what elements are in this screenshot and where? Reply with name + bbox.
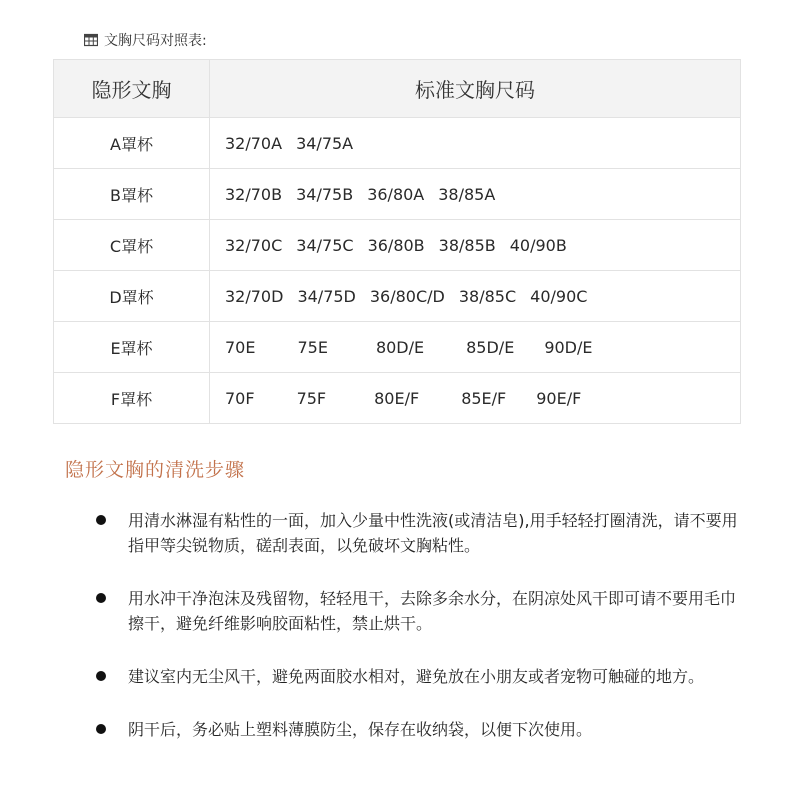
table-row (54, 373, 741, 424)
table-row (54, 118, 741, 169)
table-row (54, 271, 741, 322)
standard-sizes-cell (210, 322, 741, 373)
table-header-row (54, 60, 741, 118)
size-value: 34/75C (296, 235, 354, 255)
standard-sizes-cell (210, 373, 741, 424)
size-value: 90E/F (536, 388, 582, 408)
step-text: 建议室内无尘风干，避免两面胶水相对，避免放在小朋友或者宠物可触碰的地方。 (128, 667, 705, 686)
cup-size-cell: A罩杯 (54, 118, 210, 169)
size-value: 70F (225, 388, 255, 408)
step-item (96, 717, 746, 742)
size-value: 90D/E (544, 337, 593, 357)
header-standard-size: 标准文胸尺码 (210, 60, 741, 118)
bullet-icon (96, 724, 106, 734)
table-caption (84, 29, 207, 51)
washing-steps-list (96, 508, 746, 770)
cup-size-cell: B罩杯 (54, 169, 210, 220)
size-value: 32/70C (225, 235, 283, 255)
size-value: 70E (225, 337, 256, 357)
step-text: 用水冲干净泡沫及残留物，轻轻甩干，去除多余水分，在阴凉处风干即可请不要用毛巾擦干，避免纤维影响胶面粘性，禁止烘干。 (128, 589, 737, 633)
size-value: 85D/E (466, 337, 515, 357)
step-item (96, 586, 746, 636)
size-value: 80D/E (375, 337, 425, 357)
table-row (54, 169, 741, 220)
size-value: 80E/F (374, 388, 420, 408)
step-item (96, 508, 746, 558)
bullet-icon (96, 671, 106, 681)
size-value: 32/70A (225, 133, 283, 153)
size-value: 40/90C (530, 286, 588, 306)
size-value: 36/80B (367, 235, 425, 255)
size-value: 34/75B (296, 184, 354, 204)
size-value: 34/75D (297, 286, 356, 306)
standard-sizes-cell (210, 169, 741, 220)
bullet-icon (96, 515, 106, 525)
cup-size-cell: E罩杯 (54, 322, 210, 373)
size-value: 85E/F (461, 388, 507, 408)
size-value: 36/80C/D (369, 286, 445, 306)
step-item (96, 664, 746, 689)
standard-sizes-cell (210, 271, 741, 322)
size-value: 38/85B (438, 235, 496, 255)
step-text: 阴干后，务必贴上塑料薄膜防尘，保存在收纳袋，以便下次使用。 (128, 720, 593, 739)
standard-sizes-cell (210, 118, 741, 169)
size-value: 32/70B (225, 184, 283, 204)
table-row (54, 322, 741, 373)
standard-sizes-cell (210, 220, 741, 271)
cup-size-cell: F罩杯 (54, 373, 210, 424)
size-value: 75F (296, 388, 327, 408)
section-title: 隐形文胸的清洗步骤 (65, 459, 246, 481)
step-text: 用清水淋湿有粘性的一面，加入少量中性洗液(或清洁皂),用手轻轻打圈清洗，请不要用指甲等尖锐物质，磋刮表面，以免破坏文胸粘性。 (128, 511, 738, 555)
size-value: 38/85C (458, 286, 517, 306)
header-invisible-bra: 隐形文胸 (54, 60, 210, 118)
size-value: 36/80A (367, 184, 425, 204)
bullet-icon (96, 593, 106, 603)
table-row (54, 220, 741, 271)
table-icon (84, 33, 98, 47)
cup-size-cell: D罩杯 (54, 271, 210, 322)
size-value: 40/90B (509, 235, 567, 255)
cup-size-cell: C罩杯 (54, 220, 210, 271)
size-value: 75E (297, 337, 328, 357)
caption-text: 文胸尺码对照表: (104, 33, 207, 49)
size-value: 34/75A (296, 133, 354, 153)
size-value: 38/85A (438, 184, 496, 204)
size-chart-table (53, 59, 741, 424)
size-value: 32/70D (225, 286, 284, 306)
